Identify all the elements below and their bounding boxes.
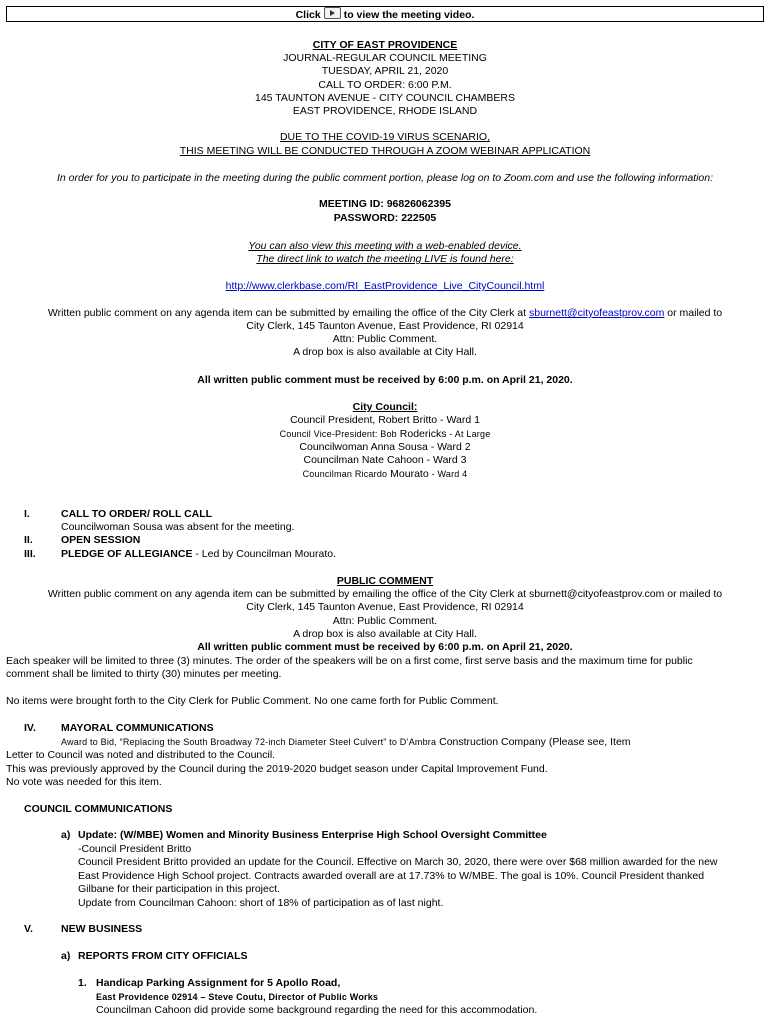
mayoral-item-letter: Letter to Council was noted and distributed to the Council. [6,749,276,761]
council-member-1: Council President, Robert Britto - Ward 1 [290,414,480,426]
member-5-title: Councilman Ricardo [302,469,388,479]
agenda-title-open-session: OPEN SESSION [61,534,141,546]
agenda-number-4: IV. [24,722,36,734]
meeting-id: MEETING ID: 96826062395 [319,198,451,210]
agenda-title-pledge: PLEDGE OF ALLEGIANCE [61,548,193,560]
journal-title: JOURNAL-REGULAR COUNCIL MEETING [283,52,487,64]
council-communications-title: COUNCIL COMMUNICATIONS [24,803,173,815]
member-5-ward: - Ward 4 [431,469,468,479]
play-video-icon[interactable] [324,7,341,19]
wmbe-update-title: Update: (W/MBE) Women and Minority Business Enterprise High School Oversight Committee [78,829,547,841]
member-2-title: Council Vice-President: Bob [279,429,397,439]
roll-call-note: Councilwoman Sousa was absent for the meeting. [61,521,295,533]
mayoral-item-1 [61,736,631,749]
live-stream-link[interactable]: http://www.clerkbase.com/RI_EastProvidence_Live_CityCouncil.html [225,280,545,292]
covid-notice-1: DUE TO THE COVID-19 VIRUS SCENARIO, [279,131,491,143]
pledge-note: - Led by Councilman Mourato. [195,548,337,560]
public-comment-dropbox: A drop box is also available at City Hall. [293,628,477,640]
comment-deadline: All written public comment must be received by 6:00 p.m. on April 21, 2020. [197,374,573,386]
city-council-heading: City Council: [352,401,418,413]
member-2-surname: Rodericks [399,428,447,440]
wmbe-presenter: -Council President Britto [78,843,192,855]
public-comment-heading: PUBLIC COMMENT [336,575,434,587]
clerk-address: City Clerk, 145 Taunton Avenue, East Providence, RI 02914 [246,320,524,332]
clerk-email-link[interactable]: sburnett@cityofeastprov.com [528,307,665,319]
click-label: Click [295,9,321,21]
public-comment-attn: Attn: Public Comment. [332,615,438,627]
agenda-number-2: II. [24,534,33,546]
handicap-parking-sub: East Providence 02914 – Steve Coutu, Director of Public Works [96,992,379,1002]
written-comment-line-1 [0,307,770,320]
reports-from-officials-title: REPORTS FROM CITY OFFICIALS [78,950,248,962]
council-comm-a-label: a) [61,829,71,841]
agenda-item-pledge [61,548,336,561]
agenda-title-roll-call: CALL TO ORDER/ ROLL CALL [61,508,213,520]
covid-notice-2: THIS MEETING WILL BE CONDUCTED THROUGH A ZOOM WEBINAR APPLICATION [179,145,591,157]
mayoral-item-no-vote: No vote was needed for this item. [6,776,162,788]
public-comment-deadline: All written public comment must be received by 6:00 p.m. on April 21, 2020. [197,641,573,653]
written-comment-text: Written public comment on any agenda item can be submitted by emailing the office of the City Clerk at [47,307,527,319]
city-title: CITY OF EAST PROVIDENCE [312,39,458,51]
wmbe-update-line-2: East Providence High School project. Contracts awarded overall are at 17.73% to W/MBE. The goal is 10%. Council President thanked [78,870,705,882]
item-1-number: 1. [78,977,87,989]
award-to-bid-text: Award to Bid, “Replacing the South Broadway 72-inch Diameter Steel Culvert” to D’Ambra [61,737,437,747]
mayoral-communications-title: MAYORAL COMMUNICATIONS [61,722,214,734]
wmbe-update-line-1: Council President Britto provided an update for the Council. Effective on March 30, 2020, there were over $68 million awarded for the new [78,856,718,868]
new-business-title: NEW BUSINESS [61,923,143,935]
meeting-date: TUESDAY, APRIL 21, 2020 [321,65,449,77]
view-video-label: to view the meeting video. [343,9,475,21]
meeting-address: 145 TAUNTON AVENUE - CITY COUNCIL CHAMBERS [254,92,516,104]
public-comment-address: City Clerk, 145 Taunton Avenue, East Providence, RI 02914 [246,601,524,613]
call-to-order-time: CALL TO ORDER: 6:00 P.M. [318,79,452,91]
council-member-3: Councilwoman Anna Sousa - Ward 2 [299,441,471,453]
speaker-rule-2: comment shall be limited to thirty (30) minutes per meeting. [6,668,282,680]
agenda-number-5: V. [24,923,33,935]
view-notice-1: You can also view this meeting with a web-enabled device. [248,240,522,252]
new-business-a-label: a) [61,950,71,962]
meeting-location: EAST PROVIDENCE, RHODE ISLAND [292,105,478,117]
agenda-number-1: I. [24,508,30,520]
council-member-2 [0,428,770,441]
wmbe-update-line-3: Gilbane for their participation in this project. [78,883,280,895]
video-link-bar[interactable] [6,6,764,22]
council-member-5 [0,468,770,481]
member-5-surname: Mourato [390,468,429,480]
handicap-parking-title: Handicap Parking Assignment for 5 Apollo Road, [96,977,341,989]
public-comment-line-1: Written public comment on any agenda item can be submitted by emailing the office of the City Clerk at sburnett@cityofeastprov.com or mailed to [47,588,723,600]
written-comment-mailed: or mailed to [667,307,723,319]
view-notice-2: The direct link to watch the meeting LIVE is found here: [256,253,514,265]
attn-line: Attn: Public Comment. [332,333,438,345]
meeting-password: PASSWORD: 222505 [333,212,437,224]
speaker-rule-1: Each speaker will be limited to three (3) minutes. The order of the speakers will be on a first come, first serve basis and the maximum time for public [6,655,693,667]
drop-box-line: A drop box is also available at City Hall. [293,346,477,358]
wmbe-update-cahoon: Update from Councilman Cahoon: short of 18% of participation as of last night. [78,897,444,909]
no-public-comment: No items were brought forth to the City Clerk for Public Comment. No one came forth for Public Comment. [6,695,499,707]
zoom-instructions: In order for you to participate in the meeting during the public comment portion, please log on to Zoom.com and use the following information: [56,172,714,184]
member-2-ward: - At Large [449,429,491,439]
award-to-bid-company: Construction Company (Please see, Item [439,736,631,748]
handicap-parking-desc: Councilman Cahoon did provide some background regarding the need for this accommodation. [96,1004,538,1016]
council-member-4: Councilman Nate Cahoon - Ward 3 [303,454,467,466]
agenda-number-3: III. [24,548,36,560]
mayoral-item-approved: This was previously approved by the Council during the 2019-2020 budget season under Capital Improvement Fund. [6,763,548,775]
